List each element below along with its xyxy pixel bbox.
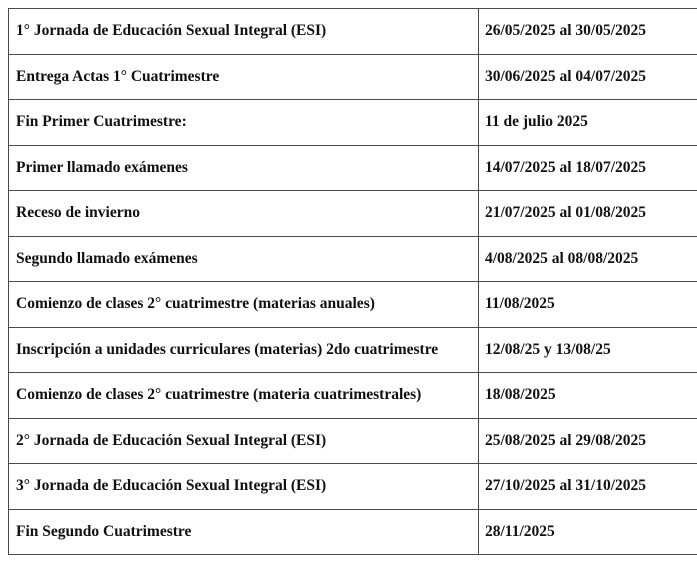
table-row [9,418,697,464]
event-cell: 2° Jornada de Educación Sexual Integral (ESI) [9,418,479,464]
date-cell: 18/08/2025 [479,373,697,419]
date-cell: 26/05/2025 al 30/05/2025 [479,9,697,55]
date-cell: 25/08/2025 al 29/08/2025 [479,418,697,464]
table-row [9,9,697,55]
academic-calendar-table [8,8,697,555]
event-cell: Receso de invierno [9,191,479,237]
event-cell: 1° Jornada de Educación Sexual Integral (ESI) [9,9,479,55]
table-row [9,327,697,373]
event-cell: Comienzo de clases 2° cuatrimestre (materia cuatrimestrales) [9,373,479,419]
date-cell: 4/08/2025 al 08/08/2025 [479,236,697,282]
date-cell: 21/07/2025 al 01/08/2025 [479,191,697,237]
date-cell: 28/11/2025 [479,509,697,555]
event-cell: Fin Primer Cuatrimestre: [9,100,479,146]
event-cell: Comienzo de clases 2° cuatrimestre (materias anuales) [9,282,479,328]
event-cell: Inscripción a unidades curriculares (materias) 2do cuatrimestre [9,327,479,373]
event-cell: Entrega Actas 1° Cuatrimestre [9,54,479,100]
date-cell: 11/08/2025 [479,282,697,328]
table-row [9,100,697,146]
table-row [9,373,697,419]
date-cell: 11 de julio 2025 [479,100,697,146]
table-row [9,191,697,237]
date-cell: 27/10/2025 al 31/10/2025 [479,464,697,510]
table-row [9,464,697,510]
table-row [9,145,697,191]
event-cell: 3° Jornada de Educación Sexual Integral (ESI) [9,464,479,510]
date-cell: 30/06/2025 al 04/07/2025 [479,54,697,100]
event-cell: Fin Segundo Cuatrimestre [9,509,479,555]
table-row [9,236,697,282]
date-cell: 14/07/2025 al 18/07/2025 [479,145,697,191]
event-cell: Segundo llamado exámenes [9,236,479,282]
date-cell: 12/08/25 y 13/08/25 [479,327,697,373]
table-row [9,509,697,555]
table-row [9,54,697,100]
event-cell: Primer llamado exámenes [9,145,479,191]
table-row [9,282,697,328]
